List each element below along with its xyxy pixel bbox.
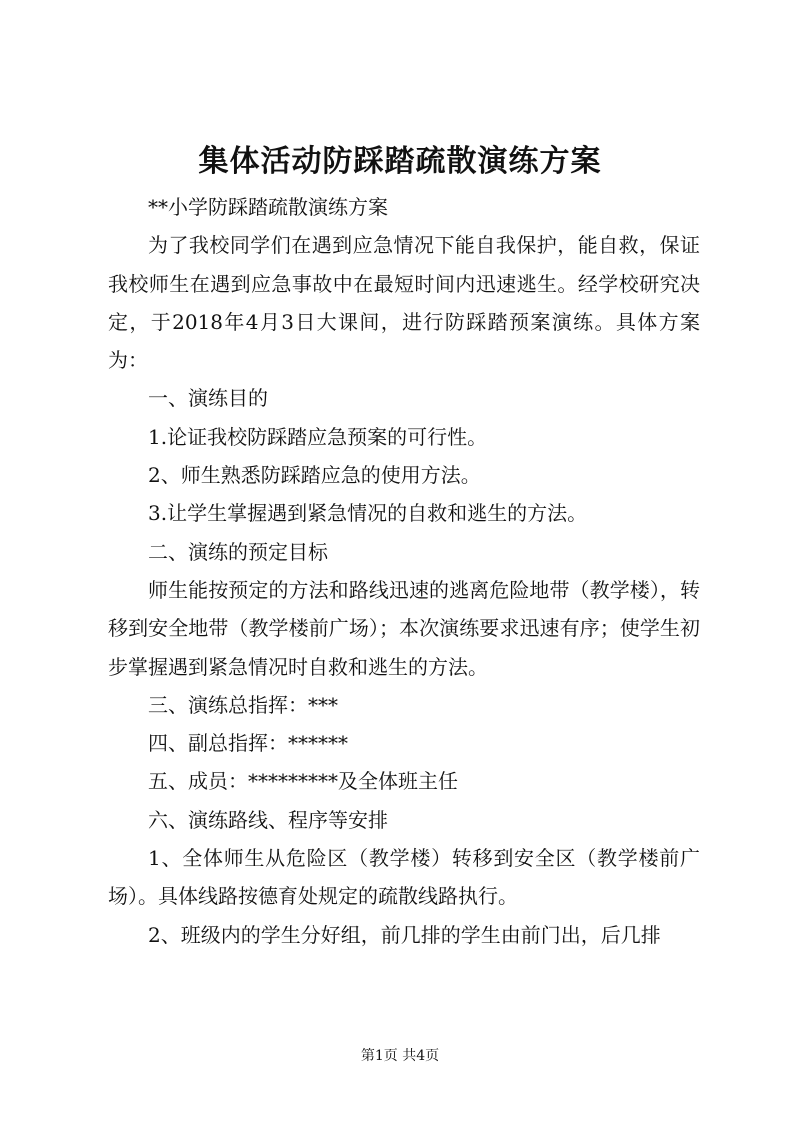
purpose-item-2: 2、师生熟悉防踩踏应急的使用方法。: [148, 463, 481, 488]
route-item-1: 1、全体师生从危险区（教学楼）转移到安全区（教学楼前广场）。具体线路按德育处规定的疏散线路执行。: [108, 846, 700, 909]
paragraph-school-plan-title: **小学防踩踏疏散演练方案: [148, 195, 388, 219]
document-title: 集体活动防踩踏疏散演练方案: [198, 144, 602, 179]
document-body: [108, 188, 700, 954]
paragraph-intro: 为了我校同学们在遇到应急情况下能自我保护，能自救，保证我校师生在遇到应急事故中在最短时间内迅速逃生。经学校研究决定，于2018年4月3日大课间，进行防踩踏预案演练。具体方案为：: [108, 233, 700, 373]
section-deputy-commander: 四、副总指挥：******: [148, 731, 348, 756]
purpose-item-1: 1.论证我校防踩踏应急预案的可行性。: [148, 424, 488, 449]
page-number: 第1页 共4页: [360, 1048, 440, 1064]
section-heading-goals: 二、演练的预定目标: [148, 539, 328, 564]
purpose-item-3: 3.让学生掌握遇到紧急情况的自救和逃生的方法。: [148, 501, 588, 526]
paragraph-goals: 师生能按预定的方法和路线迅速的逃离危险地带（教学楼），转移到安全地带（教学楼前广场）；本次演练要求迅速有序；使学生初步掌握遇到紧急情况时自救和逃生的方法。: [108, 577, 700, 679]
route-item-2: 2、班级内的学生分好组，前几排的学生由前门出，后几排: [148, 922, 661, 947]
section-chief-commander: 三、演练总指挥：***: [148, 692, 338, 717]
section-heading-route: 六、演练路线、程序等安排: [148, 807, 388, 832]
section-members: 五、成员：*********及全体班主任: [148, 769, 458, 794]
section-heading-purpose: 一、演练目的: [148, 386, 268, 411]
